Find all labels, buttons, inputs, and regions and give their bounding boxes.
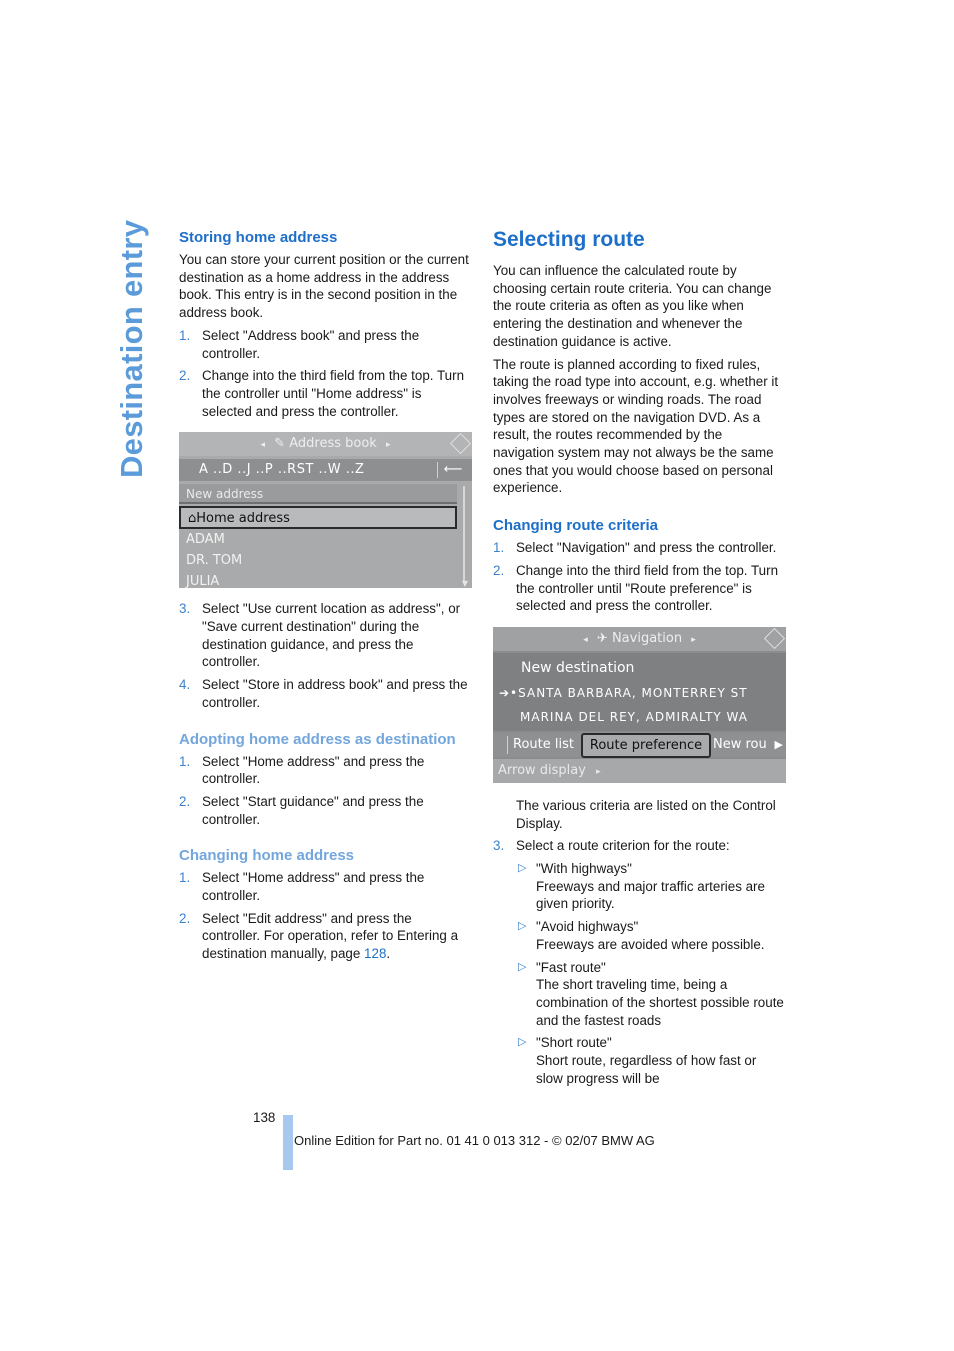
list-item[interactable]: ADAM	[186, 532, 225, 548]
destination-label: SANTA BARBARA, MONTERREY ST	[518, 685, 748, 700]
scrollbar[interactable]	[458, 484, 468, 588]
tab-new-route[interactable]: New rou	[713, 736, 767, 752]
step-number: 2.	[493, 562, 505, 578]
step-text: Select "Edit address" and press the controller. For operation, refer to Entering a destination manually, page	[202, 910, 459, 962]
option-short-route	[516, 1034, 786, 1087]
home-icon: ⌂	[188, 511, 197, 527]
step-text: Select "Home address" and press the controller.	[202, 753, 425, 787]
left-column	[179, 228, 471, 968]
tab-scroll-right-icon[interactable]: ▶	[774, 737, 783, 751]
option-desc: The short traveling time, being a combination of the shortest possible route and the fastest roads	[536, 977, 784, 1028]
left-arrow-icon: ◂	[583, 634, 588, 645]
step-text: Select "Home address" and press the controller.	[202, 870, 425, 904]
right-arrow-icon: ▸	[596, 766, 601, 777]
bullet-triangle-icon: ▷	[518, 920, 527, 933]
rules-paragraph: The route is planned according to fixed rules, taking the road type into account, e.g. whether it involves freeways or winding roads. The road types are stored on the navigation DVD. As a result, the routes recommended by the navigation system may not always be the same ones that you would choose based on personal experience.	[493, 356, 779, 496]
selecting-route-heading: Selecting route	[493, 228, 645, 251]
list-item[interactable]: DR. TOM	[186, 553, 243, 569]
menu-diamond-icon	[764, 628, 785, 649]
step-number: 1.	[493, 540, 505, 556]
tab-bar	[493, 733, 786, 757]
right-arrow-icon: ▸	[691, 634, 696, 645]
bullet-triangle-icon: ▷	[518, 1036, 527, 1049]
side-section-title	[112, 219, 152, 478]
step-number: 2.	[179, 910, 191, 926]
storing-step-1	[179, 327, 471, 362]
criteria-listed-note: The various criteria are listed on the Control Display.	[516, 797, 776, 831]
criteria-step-1	[493, 539, 786, 557]
navigation-screen	[493, 627, 786, 783]
adopting-step-2	[179, 793, 471, 828]
scroll-down-icon: ▼	[461, 579, 468, 589]
screen-title: Address book	[289, 436, 377, 452]
address-book-screen	[179, 432, 472, 588]
criteria-heading: Changing route criteria	[493, 517, 659, 535]
step-text: Change into the third field from the top. Turn the controller until "Route preference" is selected and press the controller.	[516, 562, 779, 614]
storing-step-2	[179, 367, 471, 420]
adopting-heading: Adopting home address as destination	[179, 730, 456, 748]
step-text: Select "Address book" and press the controller.	[202, 327, 420, 361]
option-fast-route	[516, 959, 786, 1030]
bullet-triangle-icon: ▷	[518, 862, 527, 875]
tab-route-preference[interactable]: Route preference	[581, 733, 711, 758]
step-text: Select "Start guidance" and press the controller.	[202, 793, 424, 827]
option-with-highways	[516, 860, 786, 913]
bullet-triangle-icon: ▷	[518, 960, 527, 973]
step-number: 2.	[179, 793, 191, 809]
destination-item-2[interactable]: MARINA DEL REY, ADMIRALTY WA	[520, 709, 748, 724]
storing-heading: Storing home address	[179, 229, 338, 246]
step-number: 4.	[179, 677, 191, 693]
step-text: Select "Store in address book" and press the controller.	[202, 677, 468, 710]
screen-header	[179, 432, 472, 456]
list-item[interactable]: JULIA	[186, 574, 220, 590]
tab-route-list[interactable]: Route list	[513, 736, 574, 752]
step-text-end: .	[386, 946, 391, 962]
navigation-icon: ✈	[596, 630, 608, 646]
storing-intro: You can store your current position or the current destination as a home address in the address book. This entry is in the second position in the address book.	[179, 252, 469, 321]
option-name: "Fast route"	[536, 959, 606, 975]
scroll-track	[463, 486, 465, 582]
destination-item-1[interactable]	[499, 686, 784, 700]
intro-paragraph: You can influence the calculated route by choosing certain route criteria. You can change the route criteria as often as you like when entering the destination and whenever the destination guidance is active.	[493, 263, 772, 349]
option-name: "Avoid highways"	[536, 919, 639, 935]
screen-title: Navigation	[611, 630, 683, 646]
list-item-new-address[interactable]: New address	[179, 484, 457, 504]
option-avoid-highways	[516, 918, 786, 953]
current-destination-icon: ➔•	[499, 685, 519, 700]
step-number: 1.	[179, 327, 191, 343]
divider	[437, 462, 438, 478]
step-number: 3.	[493, 838, 505, 854]
alphabet-letters[interactable]: A ..D ..J ..P ..RST ..W ..Z	[199, 462, 365, 478]
menu-diamond-icon	[450, 433, 471, 454]
back-arrow-icon[interactable]: ⟵	[443, 462, 463, 478]
adopting-step-1	[179, 753, 471, 788]
storing-step-3	[179, 600, 471, 671]
alphabet-bar[interactable]	[179, 459, 472, 481]
arrow-display-item[interactable]	[493, 759, 786, 783]
changing-heading: Changing home address	[179, 847, 355, 865]
left-arrow-icon: ◂	[260, 440, 266, 451]
right-arrow-icon: ▸	[385, 440, 391, 451]
address-list	[179, 484, 457, 588]
step-text: Select a route criterion for the route:	[516, 838, 730, 854]
step-text: Select "Navigation" and press the controller.	[516, 540, 777, 556]
storing-step-4	[179, 676, 471, 711]
list-item-label: Home address	[196, 511, 290, 527]
footer-accent-bar	[283, 1115, 293, 1170]
arrow-display-label: Arrow display	[498, 762, 586, 778]
changing-step-2	[179, 910, 471, 963]
changing-step-1	[179, 869, 471, 904]
address-book-icon: ✎	[274, 436, 286, 452]
page-number: 138	[253, 1110, 276, 1125]
right-column	[493, 226, 786, 1093]
page-link[interactable]: 128	[364, 946, 387, 962]
step-number: 3.	[179, 601, 191, 617]
step-number: 2.	[179, 368, 191, 384]
destination-panel	[493, 653, 786, 731]
option-name: "Short route"	[536, 1035, 612, 1051]
option-desc: Freeways are avoided where possible.	[536, 936, 765, 952]
step-number: 1.	[179, 870, 191, 886]
footer-edition-text: Online Edition for Part no. 01 41 0 013 312 - © 02/07 BMW AG	[294, 1133, 655, 1148]
option-name: "With highways"	[536, 861, 632, 877]
screen-header	[493, 627, 786, 651]
step-text: Change into the third field from the top. Turn the controller until "Home address" is selected and press the controller.	[202, 368, 465, 419]
criteria-step-2	[493, 562, 786, 615]
divider	[507, 736, 508, 754]
option-desc: Freeways and major traffic arteries are given priority.	[536, 878, 765, 912]
option-desc: Short route, regardless of how fast or slow progress will be	[536, 1053, 757, 1086]
side-title-text: Destination entry	[114, 219, 149, 478]
criteria-step-3	[493, 837, 786, 855]
step-text: Select "Use current location as address", or "Save current destination" during the destination guidance, and press the controller.	[202, 601, 461, 670]
step-number: 1.	[179, 753, 191, 769]
list-item-home-address[interactable]	[179, 506, 457, 529]
new-destination-item[interactable]: New destination	[521, 659, 635, 676]
